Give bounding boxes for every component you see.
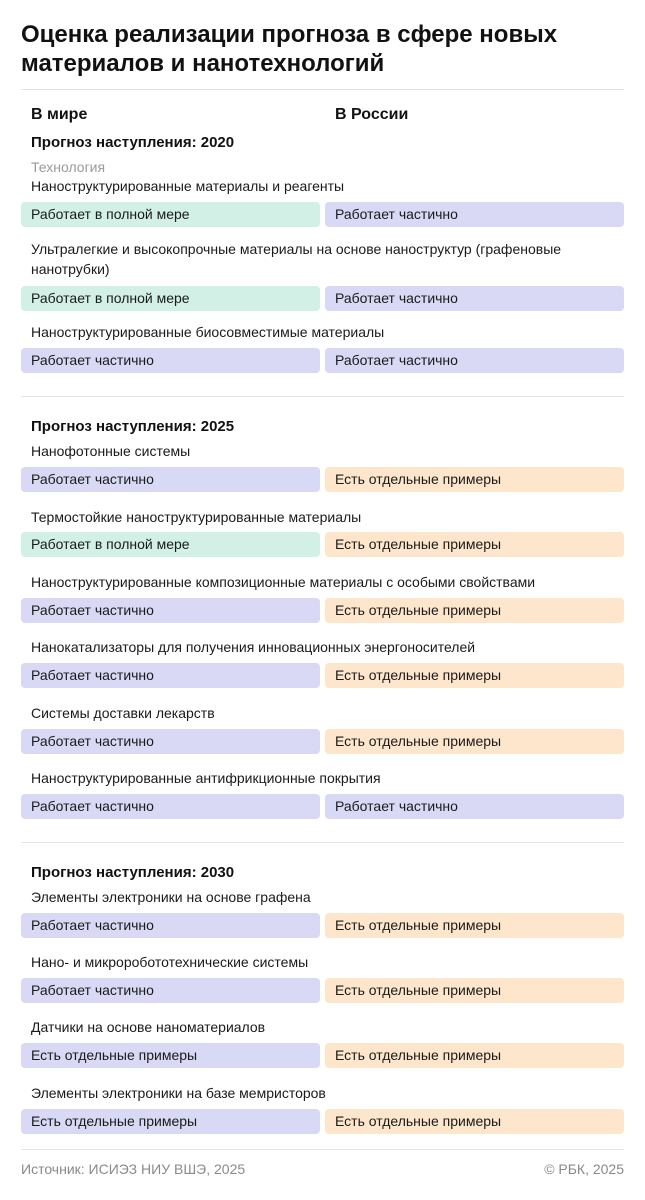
status-world: Работает частично — [21, 467, 320, 492]
status-russia: Работает частично — [325, 202, 624, 227]
section-title-2025: Прогноз наступления: 2025 — [31, 418, 235, 435]
status-world: Работает частично — [21, 794, 320, 819]
status-world: Работает частично — [21, 663, 320, 688]
status-russia: Работает частично — [325, 286, 624, 311]
divider — [21, 842, 624, 843]
status-russia: Есть отдельные примеры — [325, 1109, 624, 1134]
status-world: Работает частично — [21, 978, 320, 1003]
status-world: Есть отдельные примеры — [21, 1109, 320, 1134]
technology-name: Наноструктурированные композиционные материалы с особыми свойствами — [31, 574, 536, 590]
status-russia: Есть отдельные примеры — [325, 913, 624, 938]
status-world: Работает в полной мере — [21, 202, 320, 227]
technology-label: Технология — [31, 159, 106, 175]
technology-name: Термостойкие наноструктурированные материалы — [31, 509, 362, 525]
technology-name: Наноструктурированные антифрикционные покрытия — [31, 770, 381, 786]
technology-name: Нанокатализаторы для получения инновационных энергоносителей — [31, 639, 476, 655]
technology-name: Системы доставки лекарств — [31, 705, 215, 721]
divider — [21, 89, 624, 90]
technology-name: Ультралегкие и высокопрочные материалы на основе наноструктур (графеновые нанотрубки) — [31, 241, 562, 277]
status-russia: Работает частично — [325, 348, 624, 373]
status-world: Работает в полной мере — [21, 286, 320, 311]
divider — [21, 1149, 624, 1150]
technology-name: Элементы электроники на основе графена — [31, 889, 311, 905]
status-russia: Есть отдельные примеры — [325, 598, 624, 623]
technology-name: Нанофотонные системы — [31, 443, 191, 459]
status-russia: Есть отдельные примеры — [325, 663, 624, 688]
column-header-russia: В России — [335, 106, 409, 123]
column-header-world: В мире — [31, 106, 88, 123]
status-russia: Работает частично — [325, 794, 624, 819]
status-world: Работает в полной мере — [21, 532, 320, 557]
status-russia: Есть отдельные примеры — [325, 978, 624, 1003]
technology-name: Наноструктурированные материалы и реагенты — [31, 178, 345, 194]
technology-name: Датчики на основе наноматериалов — [31, 1019, 266, 1035]
source-note: Источник: ИСИЭЗ НИУ ВШЭ, 2025 — [21, 1161, 246, 1177]
status-russia: Есть отдельные примеры — [325, 1043, 624, 1068]
status-russia: Есть отдельные примеры — [325, 467, 624, 492]
technology-name: Наноструктурированные биосовместимые материалы — [31, 324, 385, 340]
status-world: Работает частично — [21, 348, 320, 373]
technology-name: Элементы электроники на базе мемристоров — [31, 1085, 326, 1101]
status-world: Работает частично — [21, 729, 320, 754]
section-title-2030: Прогноз наступления: 2030 — [31, 864, 235, 881]
status-world: Работает частично — [21, 598, 320, 623]
technology-name: Нано- и микроробототехнические системы — [31, 954, 309, 970]
divider — [21, 396, 624, 397]
section-title-2020: Прогноз наступления: 2020 — [31, 134, 235, 151]
status-russia: Есть отдельные примеры — [325, 729, 624, 754]
copyright: © РБК, 2025 — [544, 1161, 624, 1177]
status-world: Есть отдельные примеры — [21, 1043, 320, 1068]
page-title: Оценка реализации прогноза в сфере новых материалов и нанотехнологий — [21, 21, 558, 77]
status-russia: Есть отдельные примеры — [325, 532, 624, 557]
status-world: Работает частично — [21, 913, 320, 938]
